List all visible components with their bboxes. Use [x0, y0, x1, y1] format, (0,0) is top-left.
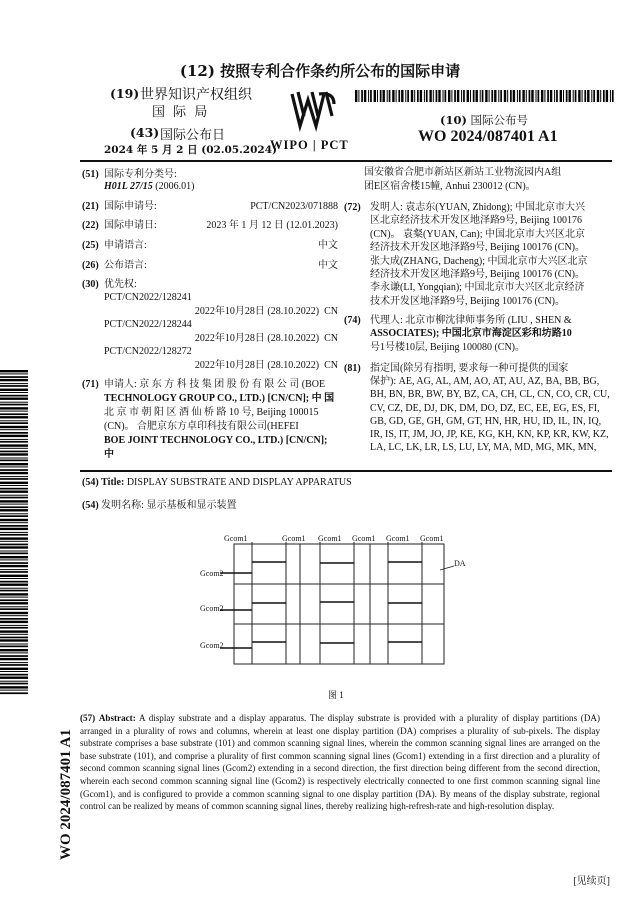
appdate-value: 2023 年 1 月 12 日 (12.01.2023): [206, 220, 338, 231]
filelang-value: 中文: [318, 240, 338, 251]
figure-drawing: [190, 530, 480, 710]
field-code: (81): [344, 363, 361, 374]
left-column: [82, 168, 338, 468]
applicant-line: (CN)。 合肥京东方卓印科技有限公司(HEFEI: [104, 421, 299, 432]
pubno-code: (10): [440, 113, 467, 127]
logo-text: WIPO | PCT: [270, 138, 349, 152]
text-line: 号1号楼10层, Beijing 100080 (CN)。: [370, 341, 525, 353]
field-code: (30): [82, 279, 99, 290]
title-label: 发明名称:: [101, 500, 144, 511]
publang-label: 公布语言:: [104, 260, 147, 271]
priority-date: 2022年10月28日 (28.10.2022) CN: [194, 306, 338, 317]
applicant-block: [104, 378, 338, 462]
da-label: DA: [454, 559, 466, 568]
pubno-label-row: [440, 112, 528, 128]
org-name: 世界知识产权组织: [140, 87, 252, 103]
title-label: Title:: [101, 477, 125, 488]
gcom1-label: Gcom1: [420, 534, 444, 543]
gcom1-label: Gcom1: [352, 534, 376, 543]
text-line: 经济技术开发区地泽路9号, Beijing 100176 (CN)。: [370, 242, 585, 254]
inventor-block: [370, 201, 610, 308]
pubdate-value: 2024 年 5 月 2 日 (02.05.2024): [104, 144, 277, 156]
title-value: 显示基板和显示装置: [146, 500, 237, 511]
wipo-logo-icon: [286, 88, 342, 134]
priority-date: 2022年10月28日 (28.10.2022) CN: [194, 333, 338, 344]
text-line: (CN)。 袁粲(YUAN, Can); 中国北京市大兴区北京: [370, 228, 585, 240]
field-code: (54): [82, 477, 99, 488]
priority-label: 优先权:: [104, 279, 137, 290]
applicant-continuation: [364, 166, 610, 194]
ipc-label: 国际专利分类号:: [104, 169, 177, 180]
appno-value: PCT/CN2023/071888: [250, 201, 338, 212]
publang-value: 中文: [318, 260, 338, 271]
text-line: CV, CZ, DE, DJ, DK, DM, DO, DZ, EC, EE, EG, ES, FI,: [370, 402, 600, 414]
title-divider: [80, 470, 612, 472]
field-code: (54): [82, 500, 99, 511]
applicant-line: BOE JOINT TECHNOLOGY CO., LTD.) [CN/CN]; 中: [104, 435, 328, 460]
org-subname: 国 际 局: [152, 105, 210, 120]
title-value: DISPLAY SUBSTRATE AND DISPLAY APPARATUS: [126, 477, 352, 488]
side-barcode: [0, 370, 28, 695]
text-line: LA, LC, LK, LR, LS, LU, LY, MA, MD, MG, MK, MN,: [370, 442, 597, 454]
text-line: 张大成(ZHANG, Dacheng); 中国北京市大兴区北京: [370, 255, 588, 267]
priority-no: PCT/CN2022/128244: [104, 319, 192, 330]
applicant-line: 北 京 市 朝 阳 区 酒 仙 桥 路 10 号, Beijing 100015: [104, 407, 319, 418]
document-title: (12) 按照专利合作条约所公布的国际申请: [179, 62, 461, 80]
gcom1-label: Gcom1: [386, 534, 410, 543]
title-en: [82, 477, 352, 488]
gcom2-label: Gcom2: [200, 569, 224, 578]
appdate-label: 国际申请日:: [104, 220, 157, 231]
text-line: 保护): AE, AG, AL, AM, AO, AT, AU, AZ, BA, BB, BG,: [370, 376, 600, 388]
gcom2-label: Gcom2: [200, 641, 224, 650]
text-line: GB, GD, GE, GH, GM, GT, HN, HR, HU, ID, IL, IN, IQ,: [370, 415, 602, 427]
field-code: (57): [80, 713, 96, 723]
abstract-text: A display substrate and a display apparatus. The display substrate is provided with a plurality of display partitions (DA) arranged in a plurality of rows and columns, wherein at least one display partition (DA) comprises a plurality of sub-pixels. The display substrate comprises a base substrate (101) and common scanning signal lines, wherein the common scanning signal lines are arranged on the base substrate (101), and comprise a plurality of first common scanning signal lines (Gcom1) extending in a first direction and a plurality of second common scanning signal lines (Gcom2) extending in a second direction, the first direction being different from the second direction, wherein each second common scanning signal line (Gcom2) is respectively electrically connected to one first common scanning signal line (Gcom1), and is configured to provide a common scanning signal to one display partition (DA). By means of the display substrate, regional control can be realized by means of common scanning signal lines, thereby realizing high-refresh-rate and high-resolution display.: [80, 713, 600, 812]
field-code: (74): [344, 315, 361, 326]
text-line: 经济技术开发区地泽路9号, Beijing 100176 (CN)。: [370, 269, 585, 281]
abstract: [80, 712, 600, 813]
right-column: [344, 166, 610, 466]
text-line: 发明人: 袁志东(YUAN, Zhidong); 中国北京市大兴: [370, 202, 585, 213]
publication-number: WO 2024/087401 A1: [418, 128, 558, 145]
text-line: ASSOCIATES); 中国北京市海淀区彩和坊路10: [370, 328, 572, 340]
field-code: (26): [82, 260, 99, 271]
field-code: (25): [82, 240, 99, 251]
gcom1-label: Gcom1: [282, 534, 306, 543]
field-code: (71): [82, 379, 99, 390]
text-line: 指定国(除另有指明, 要求每一种可提供的国家: [370, 363, 569, 374]
field-code: (72): [344, 202, 361, 213]
ipc-value: H01L 27/15: [104, 181, 153, 192]
pubno-label: 国际公布号: [470, 113, 529, 127]
side-publication-number: WO 2024/087401 A1: [58, 729, 74, 860]
designated-states-block: [370, 362, 610, 454]
text-line: IR, IS, IT, JM, JO, JP, KE, KG, KH, KN, KP, KR, KW, KZ,: [370, 429, 609, 441]
pubdate-code: (43): [130, 125, 160, 140]
pubdate-label: 国际公布日: [160, 128, 226, 143]
org-code: (19): [110, 86, 140, 101]
applicant-line: 申请人: 京 东 方 科 技 集 团 股 份 有 限 公 司 (BOE: [104, 379, 326, 390]
text-line: 技术开发区地泽路9号, Beijing 100176 (CN)。: [370, 295, 565, 307]
text-line: 代理人: 北京市柳沈律师事务所 (LIU , SHEN &: [370, 315, 572, 326]
title-zh: [82, 496, 236, 511]
priority-no: PCT/CN2022/128241: [104, 292, 192, 303]
figure-1: [190, 530, 480, 710]
field-code: (51): [82, 169, 99, 180]
field-code: (21): [82, 201, 99, 212]
ipc-year: (2006.01): [155, 181, 195, 192]
figure-caption: 图 1: [328, 690, 344, 700]
see-back-note: [见续页]: [573, 876, 610, 887]
priority-date: 2022年10月28日 (28.10.2022) CN: [194, 360, 338, 371]
agent-block: [370, 314, 610, 354]
gcom2-label: Gcom2: [200, 604, 224, 613]
text-line: BH, BN, BR, BW, BY, BZ, CA, CH, CL, CN, CO, CR, CU,: [370, 389, 610, 401]
gcom1-label: Gcom1: [224, 534, 248, 543]
field-code: (22): [82, 220, 99, 231]
filelang-label: 申请语言:: [104, 240, 147, 251]
applicant-line: TECHNOLOGY GROUP CO., LTD.) [CN/CN]; 中 国: [104, 393, 335, 404]
text-line: 团E区宿舍楼15幢, Anhui 230012 (CN)。: [364, 181, 536, 192]
priority-no: PCT/CN2022/128272: [104, 346, 192, 357]
top-barcode: [355, 90, 615, 102]
text-line: 区北京经济技术开发区地泽路9号, Beijing 100176: [370, 215, 582, 227]
gcom1-label: Gcom1: [318, 534, 342, 543]
header-divider: [80, 160, 612, 162]
text-line: 李永谦(LI, Yongqian); 中国北京市大兴区北京经济: [370, 282, 585, 294]
appno-label: 国际申请号:: [104, 201, 157, 212]
abstract-label: Abstract:: [98, 713, 136, 723]
text-line: 国安徽省合肥市新站区新站工业物流园内A组: [364, 167, 562, 178]
